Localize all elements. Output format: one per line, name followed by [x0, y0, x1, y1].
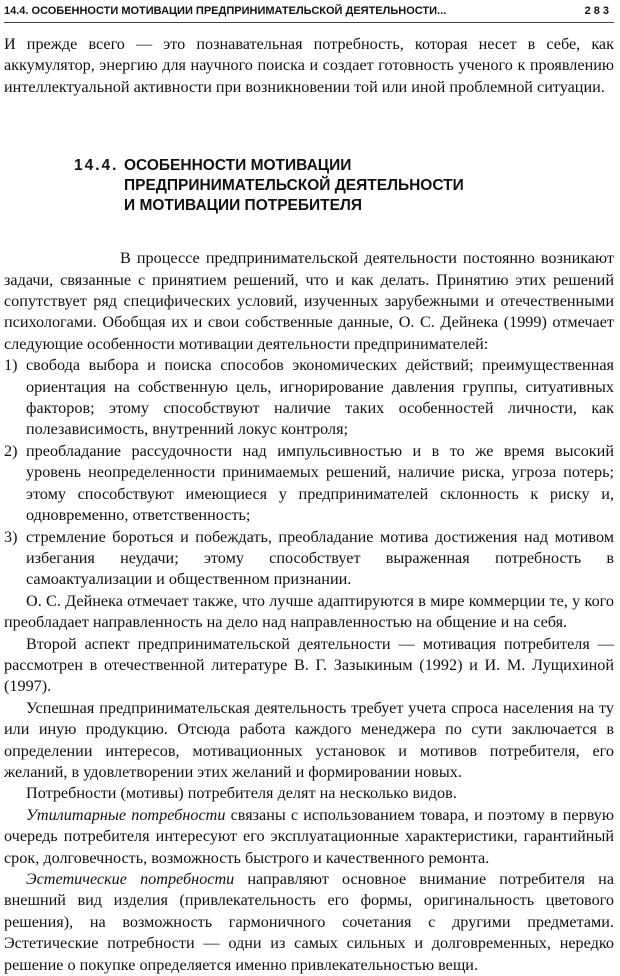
page-header [4, 4, 614, 23]
paragraph: Второй аспект предпринимательской деятельности — мотивация потребителя — рассмотрен в отечественной литературе В. Г. Зазыкиным (1992) и И. М. Лущихиной (1997). [4, 634, 614, 696]
paragraph: О. С. Дейнека отмечает также, что лучше адаптируются в мире коммерции те, у кого преобладает направленность на дело над направленностью на общение и на себя. [4, 591, 614, 632]
intro-paragraph: И прежде всего — это познавательная потребность, которая несет в себе, как аккумулятор, энергию для научного поиска и создает готовность ученого к проявлению интеллектуальной активности при возникновении той или иной проблемной ситуации. [4, 35, 614, 96]
paragraph: Успешная предпринимательская деятельность требует учета спроса населения на ту или иную продукцию. Отсюда работа каждого менеджера по сути заключается в определении интересов, мотивационных установок и мотивов потребителя, его желаний, в удовлетворении этих желаний и формировании новых. [4, 698, 614, 781]
page-number: 283 [584, 5, 612, 17]
list-item [4, 441, 614, 527]
section-number: 14.4. [74, 157, 119, 175]
list-item-text: свобода выбора и поиска способов экономических действий; преимущественная ориентация на собственную цель, игнорирование давления группы, ситуативных факторов; этому способствуют наличие таких особенностей личности, как полезависимость, внутренний локус контроля; [26, 356, 614, 439]
paragraph [4, 805, 614, 869]
emphasis-term: Утилитарные потребности [26, 805, 226, 824]
list-item [4, 355, 614, 441]
list-marker: 3) [4, 527, 18, 546]
emphasis-term: Эстетические потребности [26, 870, 235, 888]
section-title-line-1: ОСОБЕННОСТИ МОТИВАЦИИ [124, 157, 352, 175]
page-content [4, 34, 614, 976]
section-title-line-3: И МОТИВАЦИИ ПОТРЕБИТЕЛЯ [124, 197, 362, 215]
section-title-line-2: ПРЕДПРИНИМАТЕЛЬСКОЙ ДЕЯТЕЛЬНОСТИ [124, 177, 464, 195]
paragraph-text: направляют основное внимание потребителя на внешний вид изделия (привлекательность его формы, оригинальность цветового решения), на возможность гармоничного сочетания с другими предметами. Эстетические потребности — одни из самых сильных и долговременных, нередко решение о покупке определяется именно привлекательностью вещи. [4, 870, 615, 974]
list-item [4, 527, 614, 591]
paragraph: Потребности (мотивы) потребителя делят на несколько видов. [26, 784, 457, 803]
running-title: 14.4. ОСОБЕННОСТИ МОТИВАЦИИ ПРЕДПРИНИМАТЕЛЬСКОЙ ДЕЯТЕЛЬНОСТИ... [4, 5, 447, 17]
list-marker: 1) [4, 356, 18, 375]
list-marker: 2) [4, 441, 18, 460]
paragraph [4, 869, 614, 976]
list-item-text: стремление бороться и побеждать, преобладание мотива достижения над мотивом избегания неудачи; этому способствует выраженная потребность в самоактуализации и общественном признании. [26, 527, 614, 589]
paragraph: В процессе предпринимательской деятельности постоянно возникают задачи, связанные с принятием решений, что и как делать. Принятию этих решений сопутствует ряд специфических условий, изученных зарубежными и отечественными психологами. Обобщая их и свои собственные данные, О. С. Дейнека (1999) отмечает следующие особенности мотивации деятельности предпринимателей: [4, 249, 614, 353]
section-heading [74, 156, 614, 216]
list-item-text: преобладание рассудочности над импульсивностью и в то же время высокий уровень неопределенности принимаемых решений, наличие риска, угроза потерь; этому способствуют имеющиеся у предпринимателей склонность к риску и, одновременно, ответственность; [26, 441, 614, 525]
paragraph-text: связаны с использованием товара, и поэтому в первую очередь потребителя интересуют его эксплуатационные характеристики, гарантийный срок, долговечность, возможность быстрого и качественного ремонта. [4, 805, 614, 867]
